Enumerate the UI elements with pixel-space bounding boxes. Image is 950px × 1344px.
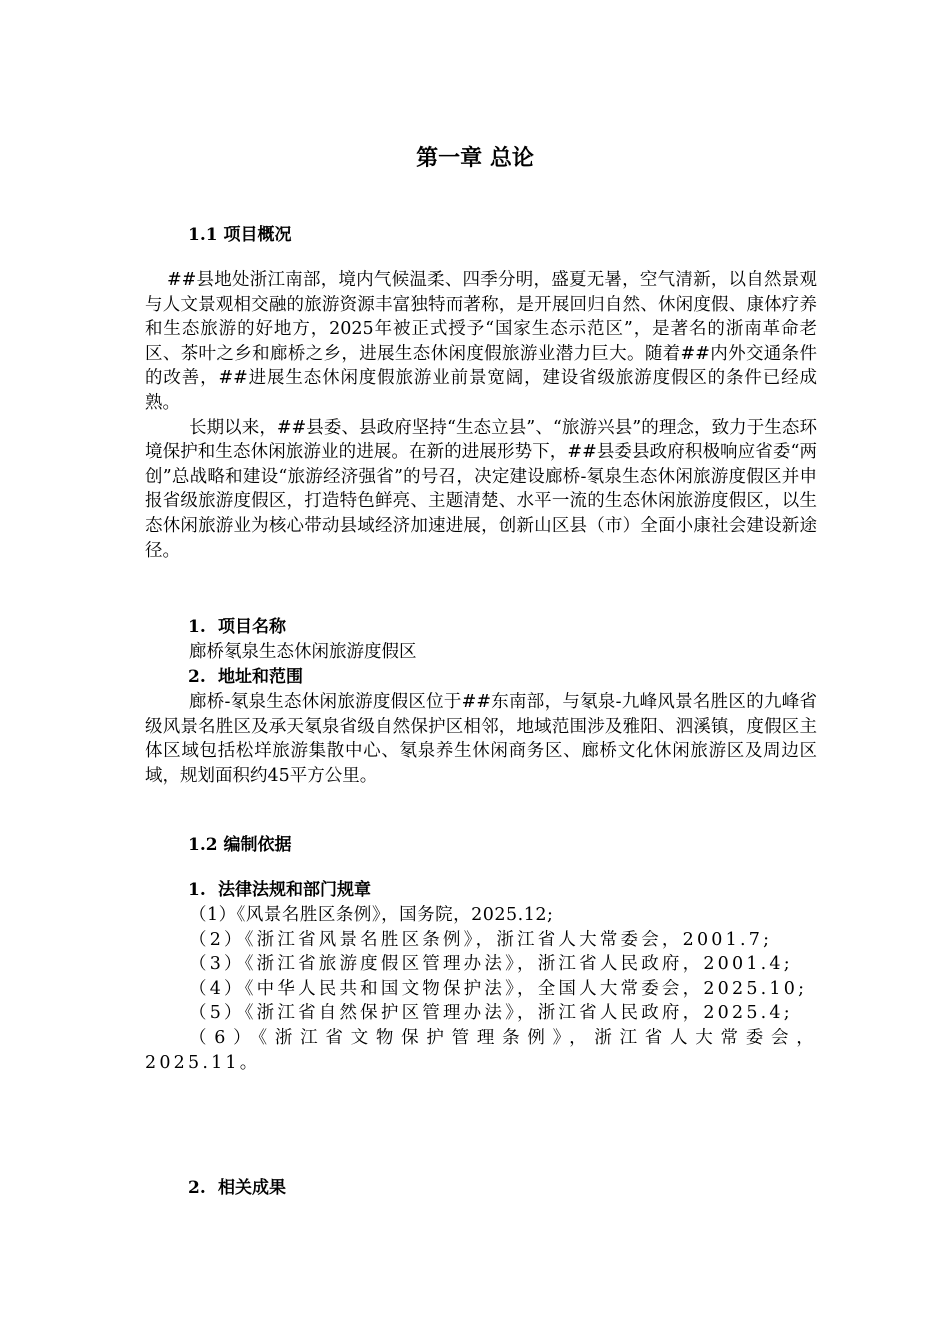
chapter-title: 第一章 总论	[416, 146, 534, 171]
overview-paragraph-1: ##县地处浙江南部，境内气候温柔、四季分明，盛夏无暑，空气清新，以自然景观与人文景观相交融的旅游资源丰富独特而著称，是开展回归自然、休闲度假、康体疗养和生态旅游的好地方，2025年被正式授予“国家生态示范区”，是著名的浙南革命老区、茶叶之乡和廊桥之乡，进展生态休闲度假旅游业潜力巨大。随着##内外交通条件的改善，##进展生态休闲度假旅游业前景宽阔，建设省级旅游度假区的条件已经成熟。	[145, 270, 817, 413]
item-title: 地址和范围	[218, 667, 303, 687]
reference-item: （4）《中华人民共和国文物保护法》，全国人大常委会，2025.10;	[189, 978, 808, 999]
item-title: 项目名称	[218, 617, 286, 637]
reference-list	[145, 903, 817, 1075]
reference-item: （3）《浙江省旅游度假区管理办法》，浙江省人民政府，2001.4;	[189, 954, 793, 975]
item-laws-heading	[188, 878, 371, 902]
item-number: 1.	[188, 617, 206, 637]
section-heading-1-1: 1.1 项目概况	[188, 225, 292, 245]
item-number: 1.	[188, 880, 206, 900]
item-title: 法律法规和部门规章	[218, 880, 371, 900]
overview-paragraph-2: 长期以来，##县委、县政府坚持“生态立县”、“旅游兴县”的理念，致力于生态环境保护和生态休闲旅游业的进展。在新的进展形势下，##县委县政府积极响应省委“两创”总战略和建设“旅游经济强省”的号召，决定建设廊桥-氡泉生态休闲旅游度假区并申报省级旅游度假区，打造特色鲜亮、主题清楚、水平一流的生态休闲旅游度假区，以生态休闲旅游业为核心带动县域经济加速进展，创新山区县（市）全面小康社会建设新途径。	[145, 417, 817, 561]
reference-item: （2）《浙江省风景名胜区条例》，浙江省人大常委会，2001.7;	[189, 929, 773, 950]
reference-item: （5）《浙江省自然保护区管理办法》，浙江省人民政府，2025.4;	[189, 1003, 793, 1024]
overview-body	[145, 268, 817, 563]
section-heading-1-2: 1.2 编制依据	[188, 835, 292, 855]
item-title: 相关成果	[218, 1178, 286, 1198]
item-project-name-heading	[188, 615, 286, 639]
project-name-text: 廊桥氡泉生态休闲旅游度假区	[189, 642, 417, 662]
item-related-results-heading	[188, 1176, 286, 1200]
item-location-heading	[188, 665, 303, 689]
item-number: 2.	[188, 667, 206, 687]
location-body	[145, 690, 817, 788]
item-number: 2.	[188, 1178, 206, 1198]
reference-item: （6）《浙江省文物保护管理条例》，浙江省人大常委会，2025.11。	[145, 1027, 817, 1073]
location-text: 廊桥-氡泉生态休闲旅游度假区位于##东南部，与氡泉-九峰风景名胜区的九峰省级风景名胜区及承天氡泉省级自然保护区相邻，地域范围涉及雅阳、泗溪镇，度假区主体区域包括松垟旅游集散中心、氡泉养生休闲商务区、廊桥文化休闲旅游区及周边区域，规划面积约45平方公里。	[145, 692, 817, 786]
project-name-body	[145, 640, 817, 665]
reference-item: （1）《风景名胜区条例》，国务院，2025.12;	[189, 905, 554, 925]
